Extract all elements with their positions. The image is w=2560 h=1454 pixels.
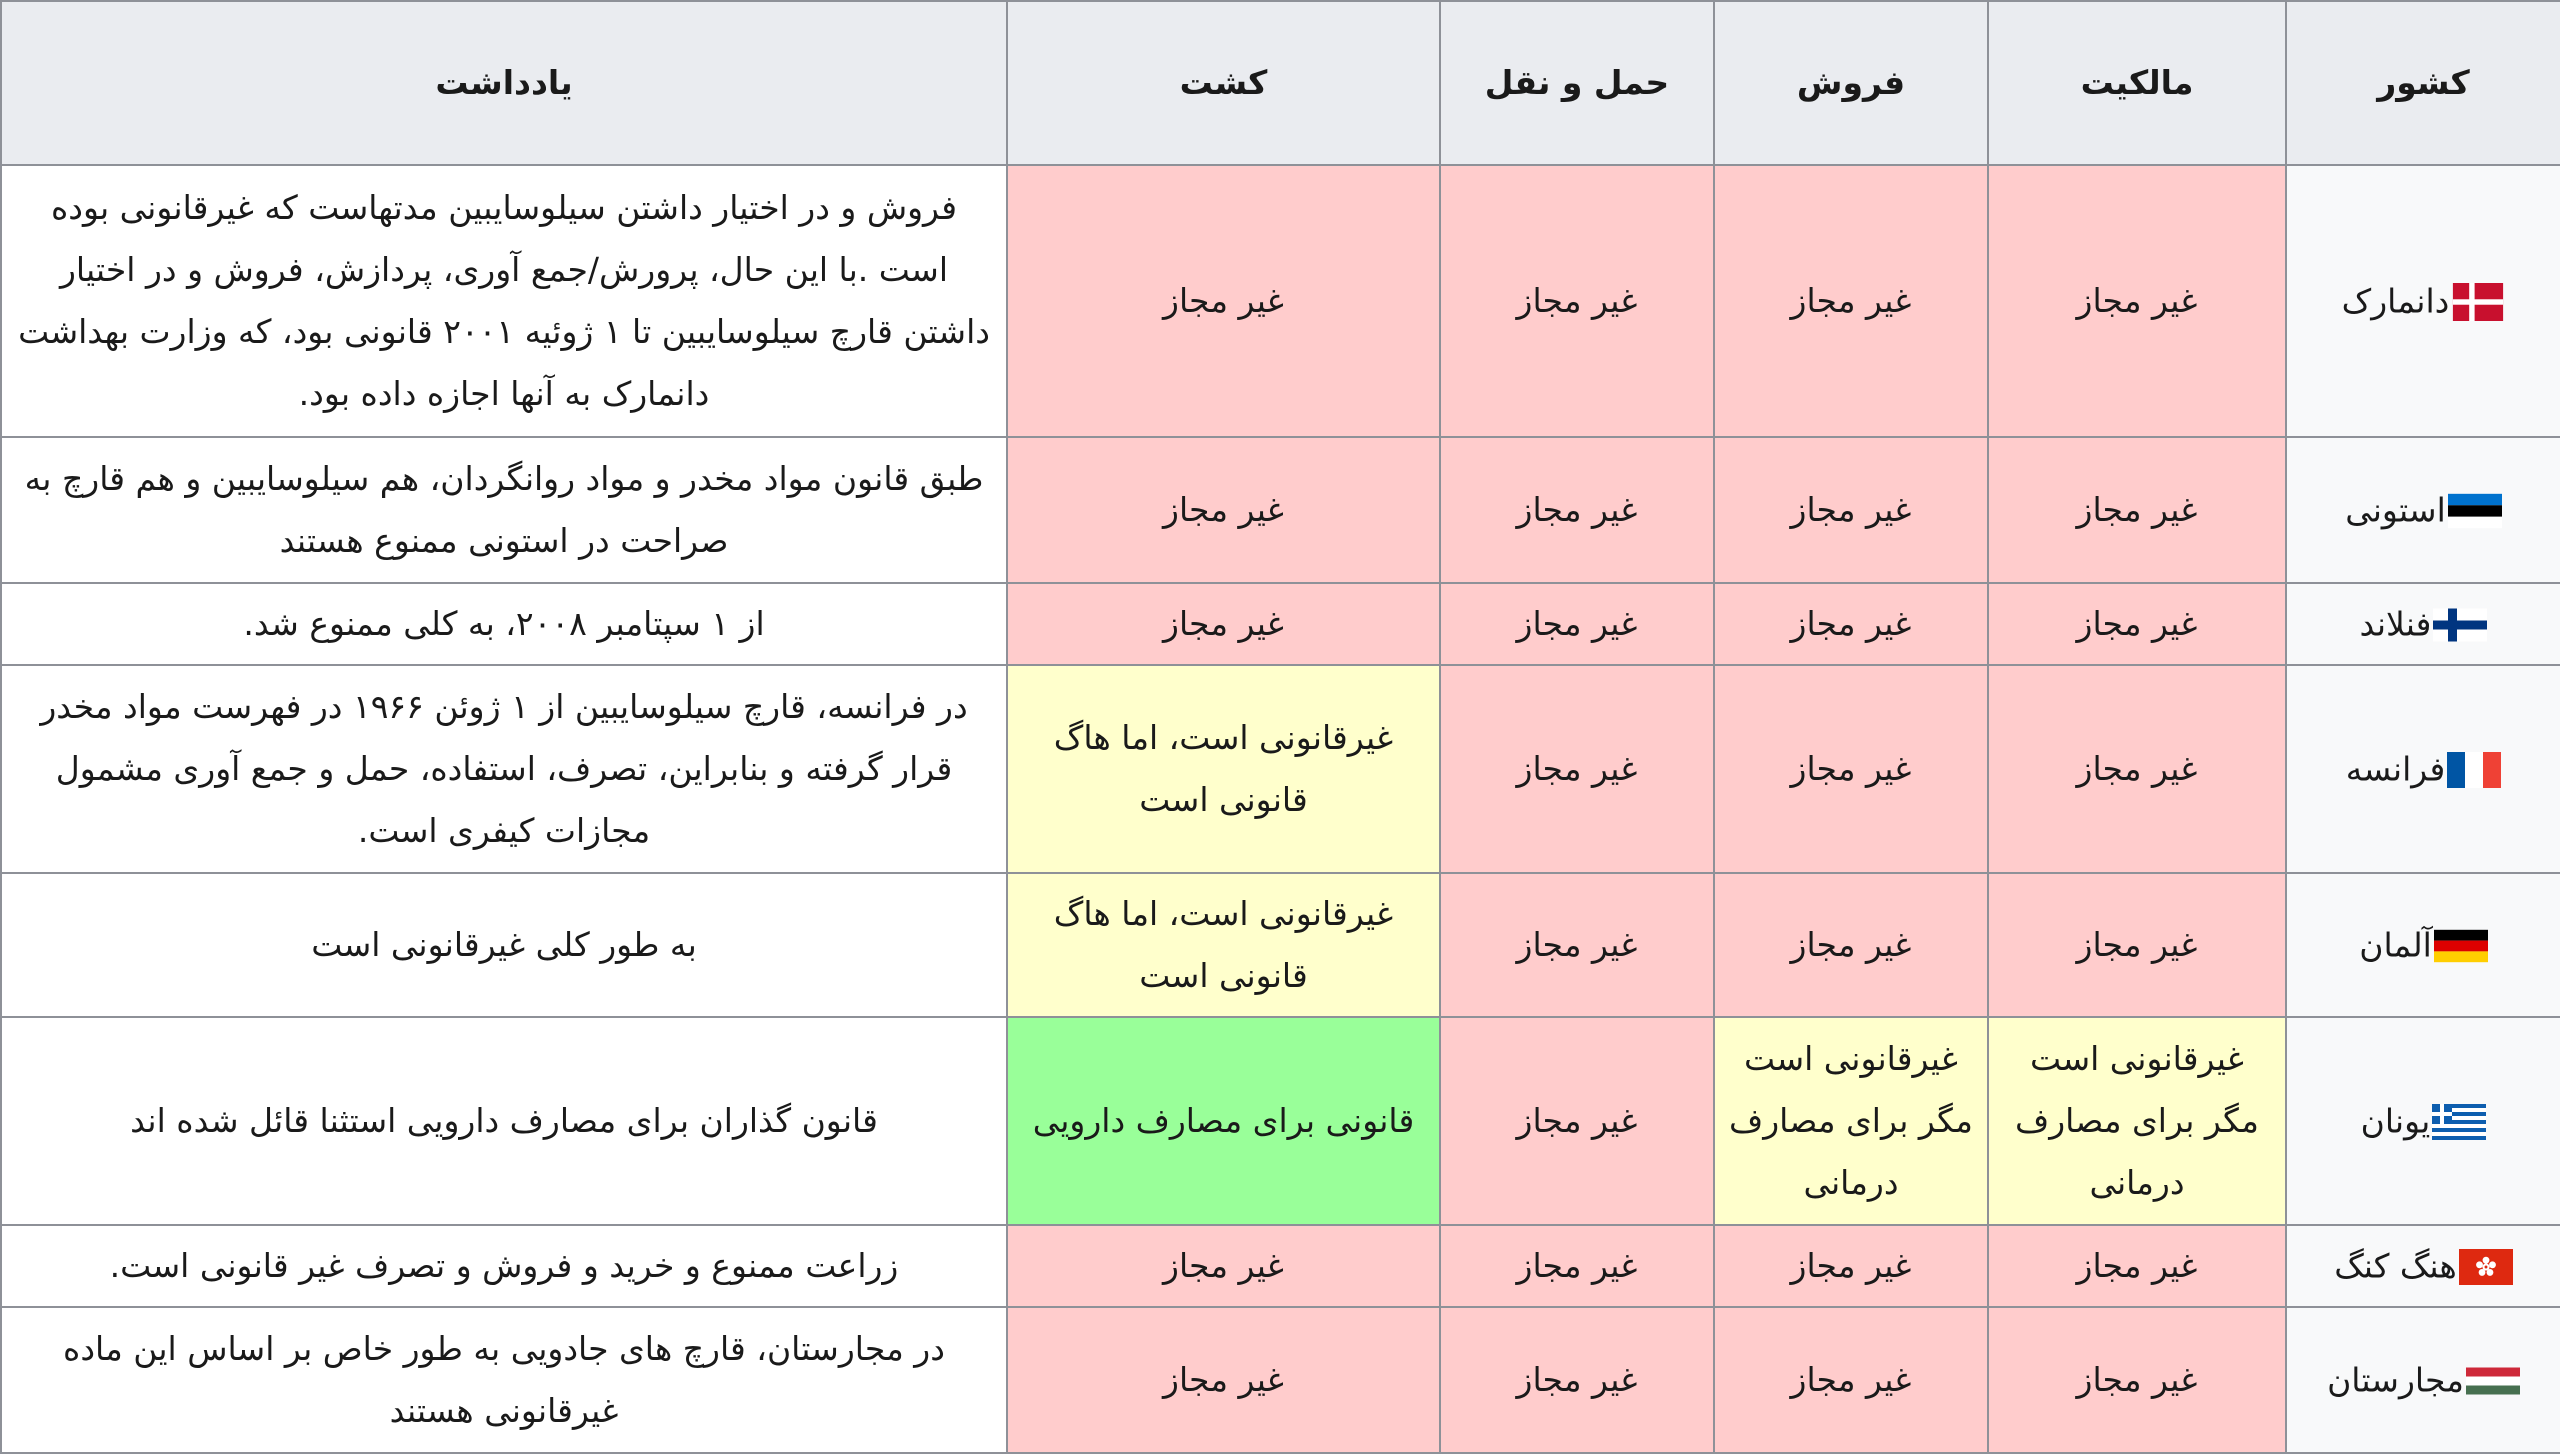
header-transport: حمل و نقل: [1440, 1, 1714, 165]
cultivation-cell: غیر مجاز: [1007, 1307, 1440, 1453]
note-cell: در فرانسه، قارچ سیلوسایبین از ۱ ژوئن ۱۹۶۶ در فهرست مواد مخدر قرار گرفته و بنابراین، تصرف، استفاده، حمل و جمع آوری مشمول مجازات کیفری است.: [1, 665, 1007, 873]
ownership-cell: غیرقانونی است مگر برای مصارف درمانی: [1988, 1017, 2286, 1225]
header-notes: یادداشت: [1, 1, 1007, 165]
denmark-flag-icon: [2451, 283, 2505, 321]
transport-cell: غیر مجاز: [1440, 583, 1714, 665]
note-cell: به طور کلی غیرقانونی است: [1, 873, 1007, 1017]
transport-cell: غیر مجاز: [1440, 665, 1714, 873]
country-cell: [2286, 665, 2560, 873]
transport-cell: غیر مجاز: [1440, 1225, 1714, 1307]
ownership-cell: غیر مجاز: [1988, 583, 2286, 665]
note-cell: فروش و در اختیار داشتن سیلوسایبین مدتهاست که غیرقانونی بوده است .با این حال، پرورش/جمع آوری، پردازش، فروش و در اختیار داشتن قارچ سیلوسایبین تا ۱ ژوئیه ۲۰۰۱ قانونی بود، که وزارت بهداشت دانمارک به آنها اجازه داده بود.: [1, 165, 1007, 437]
sale-cell: غیرقانونی است مگر برای مصارف درمانی: [1714, 1017, 1988, 1225]
sale-cell: غیر مجاز: [1714, 1225, 1988, 1307]
note-cell: از ۱ سپتامبر ۲۰۰۸، به کلی ممنوع شد.: [1, 583, 1007, 665]
sale-cell: غیر مجاز: [1714, 165, 1988, 437]
transport-cell: غیر مجاز: [1440, 873, 1714, 1017]
transport-cell: غیر مجاز: [1440, 165, 1714, 437]
table-row: [1, 437, 2560, 583]
transport-cell: غیر مجاز: [1440, 437, 1714, 583]
hungary-flag-icon: [2466, 1362, 2520, 1400]
note-cell: در مجارستان، قارچ های جادویی به طور خاص بر اساس این ماده غیرقانونی هستند: [1, 1307, 1007, 1453]
country-name: آلمان: [2359, 925, 2432, 965]
sale-cell: غیر مجاز: [1714, 437, 1988, 583]
note-cell: زراعت ممنوع و خرید و فروش و تصرف غیر قانونی است.: [1, 1225, 1007, 1307]
country-name: استونی: [2345, 490, 2446, 530]
country-cell: [2286, 1017, 2560, 1225]
header-country: کشور: [2286, 1, 2560, 165]
table-row: [1, 665, 2560, 873]
ownership-cell: غیر مجاز: [1988, 1225, 2286, 1307]
ownership-cell: غیر مجاز: [1988, 437, 2286, 583]
sale-cell: غیر مجاز: [1714, 665, 1988, 873]
country-cell: [2286, 873, 2560, 1017]
greece-flag-icon: [2432, 1103, 2486, 1141]
transport-cell: غیر مجاز: [1440, 1017, 1714, 1225]
sale-cell: غیر مجاز: [1714, 873, 1988, 1017]
header-cultivation: کشت: [1007, 1, 1440, 165]
country-cell: [2286, 437, 2560, 583]
header-sale: فروش: [1714, 1, 1988, 165]
header-row: [1, 1, 2560, 165]
country-cell: [2286, 583, 2560, 665]
germany-flag-icon: [2434, 927, 2488, 965]
table-row: [1, 1225, 2560, 1307]
country-name: دانمارک: [2341, 281, 2450, 321]
ownership-cell: غیر مجاز: [1988, 665, 2286, 873]
ownership-cell: غیر مجاز: [1988, 873, 2286, 1017]
cultivation-cell: غیر مجاز: [1007, 165, 1440, 437]
france-flag-icon: [2447, 751, 2501, 789]
table-row: [1, 583, 2560, 665]
table-row: [1, 1307, 2560, 1453]
sale-cell: غیر مجاز: [1714, 1307, 1988, 1453]
cultivation-cell: غیر مجاز: [1007, 583, 1440, 665]
hong-kong-flag-icon: [2459, 1248, 2513, 1286]
transport-cell: غیر مجاز: [1440, 1307, 1714, 1453]
table-row: [1, 165, 2560, 437]
cultivation-cell: غیرقانونی است، اما هاگ قانونی است: [1007, 873, 1440, 1017]
table-row: [1, 1017, 2560, 1225]
ownership-cell: غیر مجاز: [1988, 165, 2286, 437]
country-name: مجارستان: [2327, 1360, 2464, 1400]
note-cell: طبق قانون مواد مخدر و مواد روانگردان، هم سیلوسایبین و هم قارچ به صراحت در استونی ممنوع هستند: [1, 437, 1007, 583]
cultivation-cell: قانونی برای مصارف دارویی: [1007, 1017, 1440, 1225]
estonia-flag-icon: [2448, 492, 2502, 530]
country-cell: [2286, 165, 2560, 437]
note-cell: قانون گذاران برای مصارف دارویی استثنا قائل شده اند: [1, 1017, 1007, 1225]
country-cell: [2286, 1307, 2560, 1453]
country-cell: [2286, 1225, 2560, 1307]
country-name: فنلاند: [2359, 604, 2432, 644]
ownership-cell: غیر مجاز: [1988, 1307, 2286, 1453]
cultivation-cell: غیر مجاز: [1007, 1225, 1440, 1307]
cultivation-cell: غیر مجاز: [1007, 437, 1440, 583]
sale-cell: غیر مجاز: [1714, 583, 1988, 665]
country-name: هنگ کنگ: [2334, 1246, 2457, 1286]
country-name: فرانسه: [2345, 749, 2446, 789]
cultivation-cell: غیرقانونی است، اما هاگ قانونی است: [1007, 665, 1440, 873]
country-name: یونان: [2360, 1101, 2431, 1141]
finland-flag-icon: [2433, 606, 2487, 644]
table-row: [1, 873, 2560, 1017]
header-ownership: مالکیت: [1988, 1, 2286, 165]
